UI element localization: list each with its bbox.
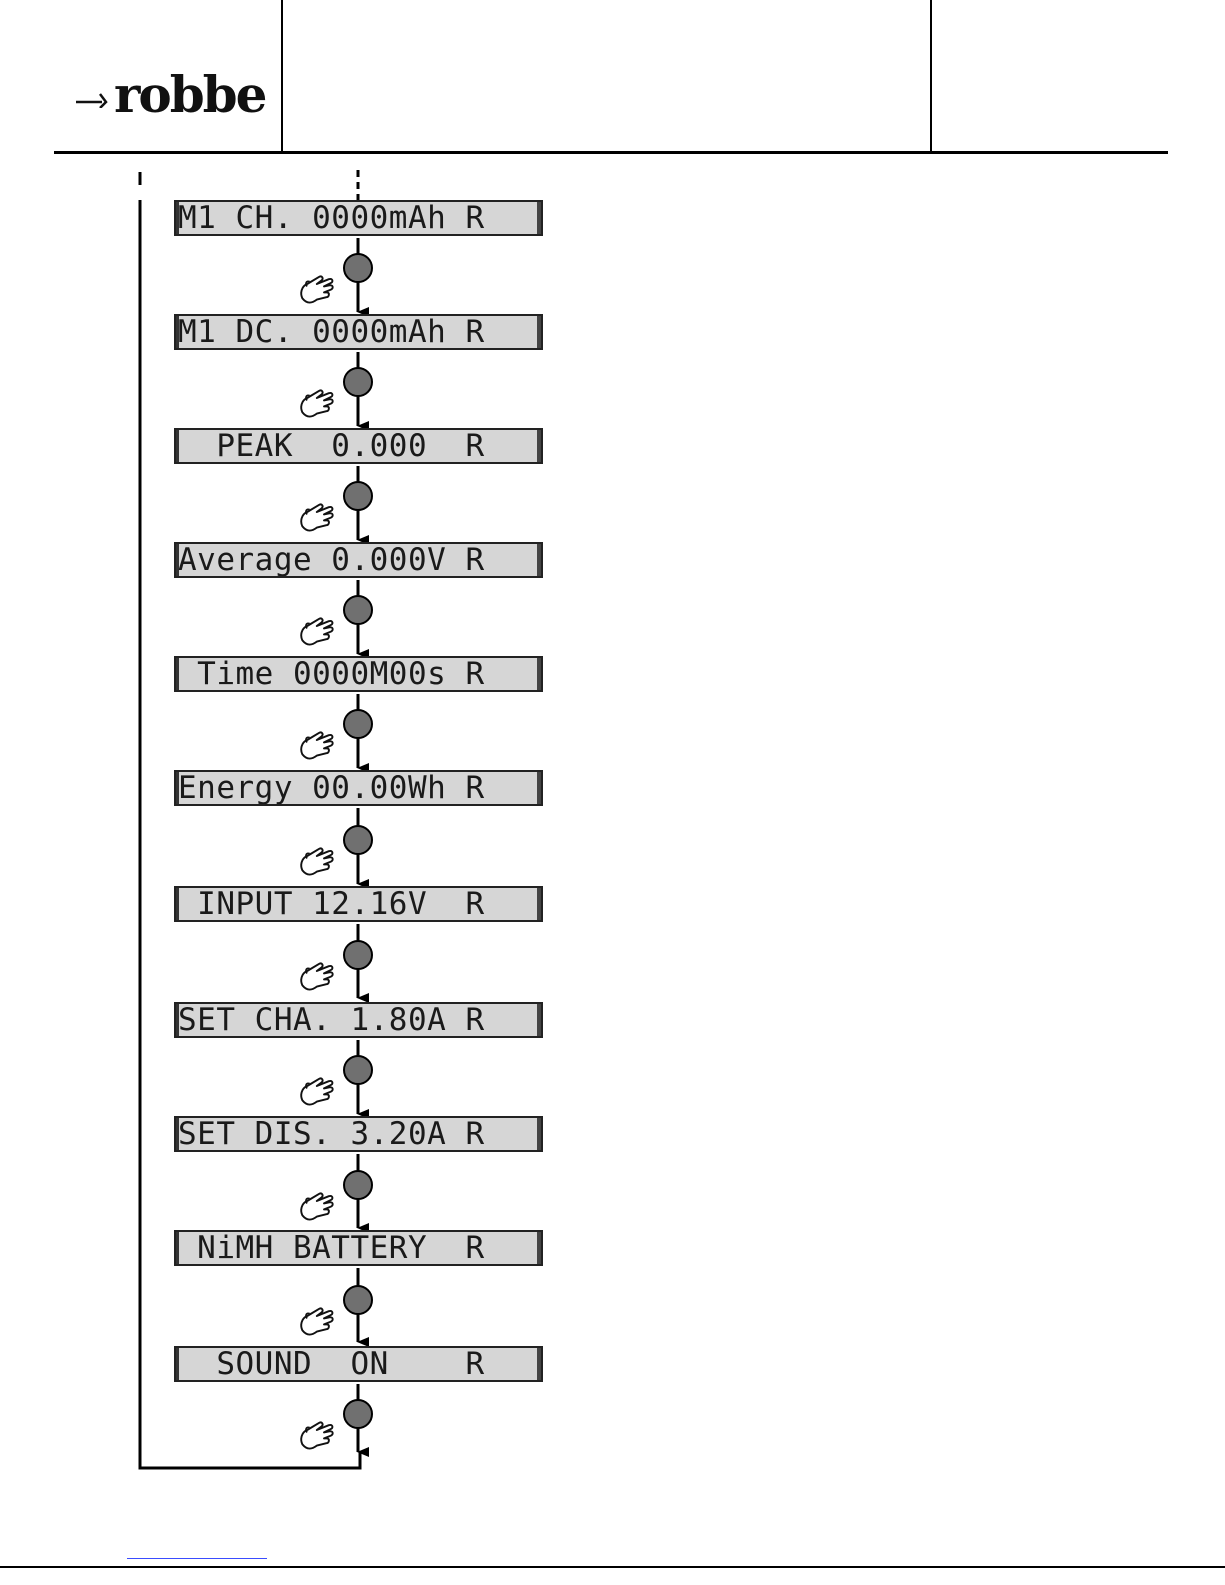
round-key-icon [344,368,372,396]
hand-pointer-icon [301,1078,332,1104]
lcd-screen-battery-type: NiMH BATTERY R [174,1230,543,1266]
step-connector-11 [301,1384,372,1452]
lcd-screen-set-charge: SET CHA. 1.80A R [174,1002,543,1038]
hand-pointer-icon [301,848,332,874]
hand-pointer-icon [301,504,332,530]
step-connector-8 [301,1040,372,1114]
logo-text: robbe [114,65,266,124]
step-connector-10 [301,1268,372,1342]
step-connector-1 [301,238,372,312]
step-connector-6 [301,808,372,884]
lcd-screen-charge-capacity: M1 CH. 0000mAh R [174,200,543,236]
hand-pointer-icon [301,1308,332,1334]
lcd-screen-average: Average 0.000V R [174,542,543,578]
footer-link-underline [127,1558,267,1559]
footer-rule [0,1566,1225,1568]
lcd-screen-time: Time 0000M00s R [174,656,543,692]
round-key-icon [344,710,372,738]
hand-pointer-icon [301,390,332,416]
lcd-screen-set-discharge: SET DIS. 3.20A R [174,1116,543,1152]
round-key-icon [344,482,372,510]
step-connector-3 [301,466,372,540]
hand-pointer-icon [301,1193,332,1219]
return-loop-line [140,200,360,1468]
round-key-icon [344,826,372,854]
step-connector-7 [301,924,372,998]
round-key-icon [344,1400,372,1428]
hand-pointer-icon [301,732,332,758]
round-key-icon [344,1286,372,1314]
hand-pointer-icon [301,618,332,644]
hand-pointer-icon [301,276,332,302]
round-key-icon [344,596,372,624]
hand-pointer-icon [301,1422,332,1448]
lcd-screen-discharge-capacity: M1 DC. 0000mAh R [174,314,543,350]
hand-pointer-icon [301,963,332,989]
round-key-icon [344,1171,372,1199]
round-key-icon [344,941,372,969]
lcd-screen-energy: Energy 00.00Wh R [174,770,543,806]
lcd-screen-sound: SOUND ON R [174,1346,543,1382]
round-key-icon [344,1056,372,1084]
step-connector-9 [301,1154,372,1228]
lcd-screen-input: INPUT 12.16V R [174,886,543,922]
round-key-icon [344,254,372,282]
step-connector-4 [301,580,372,654]
lcd-screen-peak: PEAK 0.000 R [174,428,543,464]
step-connector-2 [301,352,372,426]
step-connector-5 [301,694,372,768]
step-connectors [301,238,372,1452]
